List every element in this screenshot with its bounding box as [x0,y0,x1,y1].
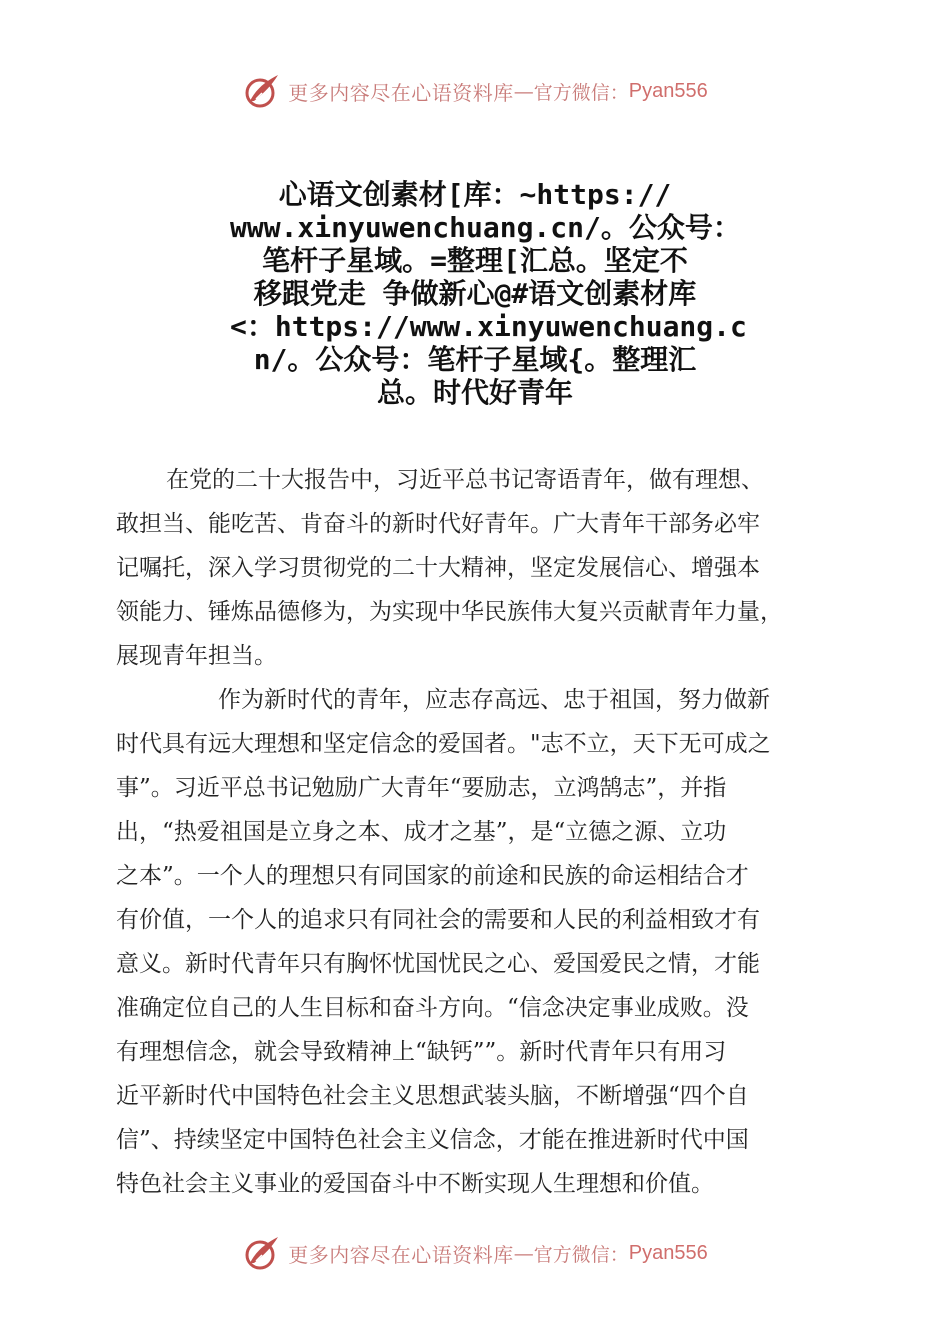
paragraph-line: 意义。新时代青年只有胸怀忧国忧民之心、爱国爱民之情，才能 [116,951,760,977]
footer-banner [0,1228,950,1278]
banner-text: 更多内容尽在心语资料库 [288,1242,514,1267]
banner-wechat-id: Pyan556 [628,1241,708,1264]
banner-wechat-label: 官方微信： [533,81,629,104]
title-line: <：https://www.xinyuwenchuang.c [230,310,747,343]
title-line: 移跟党走 争做新心@#语文创素材库 [253,277,697,310]
paragraph-1 [116,458,836,678]
title-line: 总。时代好青年 [376,376,573,409]
document-title [230,178,747,409]
title-line: 心语文创素材[库：~https:// [278,178,672,211]
header-banner [0,66,950,116]
paragraph-line: 信”、持续坚定中国特色社会主义信念，才能在推进新时代中国 [116,1127,749,1153]
banner-wechat-label: 官方微信： [533,1243,629,1266]
paragraph-line: 时代具有远大理想和坚定信念的爱国者。"志不立，天下无可成之 [116,731,771,757]
paragraph-2 [116,678,836,1206]
paragraph-line: 有价值，一个人的追求只有同社会的需要和人民的利益相致才有 [116,907,760,933]
paragraph-line: 近平新时代中国特色社会主义思想武装头脑，不断增强“四个自 [116,1083,749,1109]
paragraph-line: 在党的二十大报告中，习近平总书记寄语青年，做有理想、 [166,467,764,493]
paragraph-line: 展现青年担当。 [116,643,277,669]
paragraph-line: 作为新时代的青年，应志存高远、忠于祖国，努力做新 [218,687,770,713]
paragraph-line: 记嘱托，深入学习贯彻党的二十大精神，坚定发展信心、增强本 [116,555,760,581]
paragraph-line: 事”。习近平总书记勉励广大青年“要励志，立鸿鹄志”，并指 [116,775,727,801]
paragraph-line: 出，“热爱祖国是立身之本、成才之基”，是“立德之源、立功 [116,819,727,845]
quill-logo-icon [242,71,282,111]
title-line: www.xinyuwenchuang.cn/。公众号： [230,211,741,244]
title-line: 笔杆子星域。=整理[汇总。坚定不 [262,244,688,277]
paragraph-line: 领能力、锤炼品德修为，为实现中华民族伟大复兴贡献青年力量， [116,599,783,625]
banner-separator: — [513,1241,534,1265]
paragraph-line: 之本”。一个人的理想只有同国家的前途和民族的命运相结合才 [116,863,749,889]
paragraph-line: 特色社会主义事业的爱国奋斗中不断实现人生理想和价值。 [116,1171,714,1197]
paragraph-line: 敢担当、能吃苦、肯奋斗的新时代好青年。广大青年干部务必牢 [116,511,760,537]
banner-separator: — [513,79,534,103]
banner-text: 更多内容尽在心语资料库 [288,80,514,105]
title-line: n/。公众号：笔杆子星域{。整理汇 [253,343,697,376]
paragraph-line: 有理想信念，就会导致精神上“缺钙””。新时代青年只有用习 [116,1039,727,1065]
quill-logo-icon [242,1233,282,1273]
paragraph-line: 准确定位自己的人生目标和奋斗方向。“信念决定事业成败。没 [116,995,749,1021]
banner-wechat-id: Pyan556 [628,79,708,102]
